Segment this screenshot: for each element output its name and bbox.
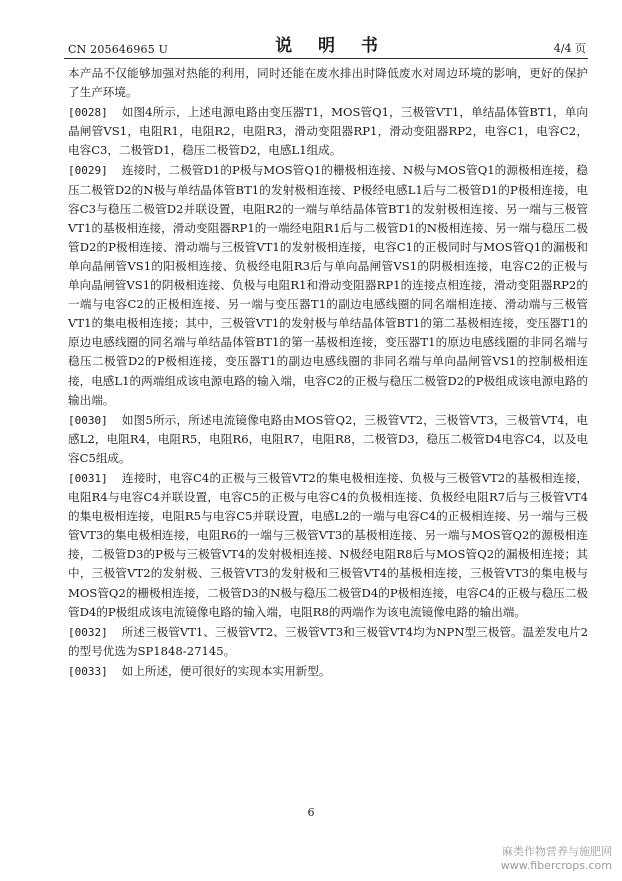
watermark [501,845,612,873]
paragraph-text: 连接时，电容C4的正极与三极管VT2的集电极相连接、负极与三极管VT2的基极相连接，电阻R4与电容C4并联设置，电容C5的正极与电容C4的负极相连接、负极经电阻R7后与三极管VT4的集电极相连接，电阻R5与电容C5并联设置，电感L2的一端与电容C4的正极相连接、另一端与三极管VT3的集电极相连接，电阻R6的一端与三极管VT3的基极相连接、另一端与MOS管Q2的源极相连接，二极管D3的P极与三极管VT4的发射极相连接、N极经电阻R8后与MOS管Q2的漏极相连接；其中，三极管VT2的发射极、三极管VT3的发射极和三极管VT4的基极相连接，三极管VT3的集电极与MOS管Q2的栅极相连接，二极管D3的N极与稳压二极管D4的P极相连接，电容C4的正极与稳压二极管D4的P极组成该电流镜像电路的输入端，电阻R8的两端作为该电流镜像电路的输出端。 [68,470,588,619]
paragraph-number: [0030] [68,413,108,427]
paragraph-0032 [68,623,588,661]
paragraph-0028 [68,103,588,160]
paragraph-number: [0031] [68,471,108,485]
paragraph-number: [0032] [68,625,108,639]
page-header [68,34,586,56]
document-title: 说 明 书 [275,36,388,56]
patent-number: CN 205646965 U [68,43,169,56]
watermark-title: 麻类作物营养与施肥网 [502,845,612,858]
paragraph-0030 [68,411,588,468]
document-body [68,64,588,682]
paragraph-number: [0033] [68,664,108,678]
page-indicator: 4/4 页 [553,42,586,55]
paragraph-text: 连接时，二极管D1的P极与MOS管Q1的栅极相连接、N极与MOS管Q1的源极相连接，稳压二极管D2的N极与单结晶体管BT1的发射极相连接、P极经电感L1后与二极管D1的P极相连接，电容C3与稳压二极管D2并联设置，电阻R2的一端与单结晶体管BT1的发射极相连接、另一端与三极管VT1的基极相连接，滑动变阻器RP1的一端经电阻R1后与二极管D1的N极相连接、另一端与稳压二极管D2的P极相连接、滑动端与三极管VT1的发射极相连接，电容C1的正极同时与MOS管Q1的漏极和单向晶闸管VS1的阳极相连接、负极经电阻R3后与单向晶闸管VS1的阴极相连接，电容C2的正极与单向晶闸管VS1的阴极相连接、负极与电阻R1和滑动变阻器RP1的连接点相连接，滑动变阻器RP2的一端与电容C2的正极相连接、另一端与变压器T1的副边电感线圈的同名端相连接、滑动端与三极管VT1的集电极相连接；其中，三极管VT1的发射极与单结晶体管BT1的第二基极相连接，变压器T1的原边电感线圈的同名端与单结晶体管BT1的第一基极相连接，变压器T1的原边电感线圈的非同名端与稳压二极管D2的P极相连接，变压器T1的副边电感线圈的非同名端与单向晶闸管VS1的控制极相连接，电感L1的两端组成该电源电路的输入端，电容C2的正极与稳压二极管D2的P极组成该电源电路的输出端。 [68,163,588,407]
page-number: 6 [307,806,315,819]
paragraph-text: 如上所述，便可很好的实现本实用新型。 [121,663,331,678]
paragraph-text: 如图5所示，所述电流镜像电路由MOS管Q2，三极管VT2，三极管VT3，三极管VT4，电感L2，电阻R4，电阻R5，电阻R6，电阻R7，电阻R8，二极管D3，稳压二极管D4电容C4，以及电容C5组成。 [68,412,588,465]
header-rule [64,58,588,59]
paragraph-0031 [68,469,588,622]
watermark-url: www.fibercrops.com [500,859,612,872]
paragraph-number: [0029] [68,164,108,178]
paragraph-0033 [68,662,588,681]
paragraph-number: [0028] [68,106,108,120]
intro-paragraph: 本产品不仅能够加强对热能的利用，同时还能在废水排出时降低废水对周边环境的影响，更好的保护了生产环境。 [68,66,588,100]
paragraph-0029 [68,161,588,409]
paragraph-text: 所述三极管VT1、三极管VT2、三极管VT3和三极管VT4均为NPN型三极管。温差发电片2的型号优选为SP1848-27145。 [68,624,588,658]
paragraph-text: 如图4所示，上述电源电路由变压器T1，MOS管Q1，三极管VT1，单结晶体管BT1，单向晶闸管VS1，电阻R1，电阻R2，电阻R3，滑动变阻器RP1，滑动变阻器RP2，电容C1，电容C2，电容C3，二极管D1，稳压二极管D2，电感L1组成。 [68,105,588,158]
